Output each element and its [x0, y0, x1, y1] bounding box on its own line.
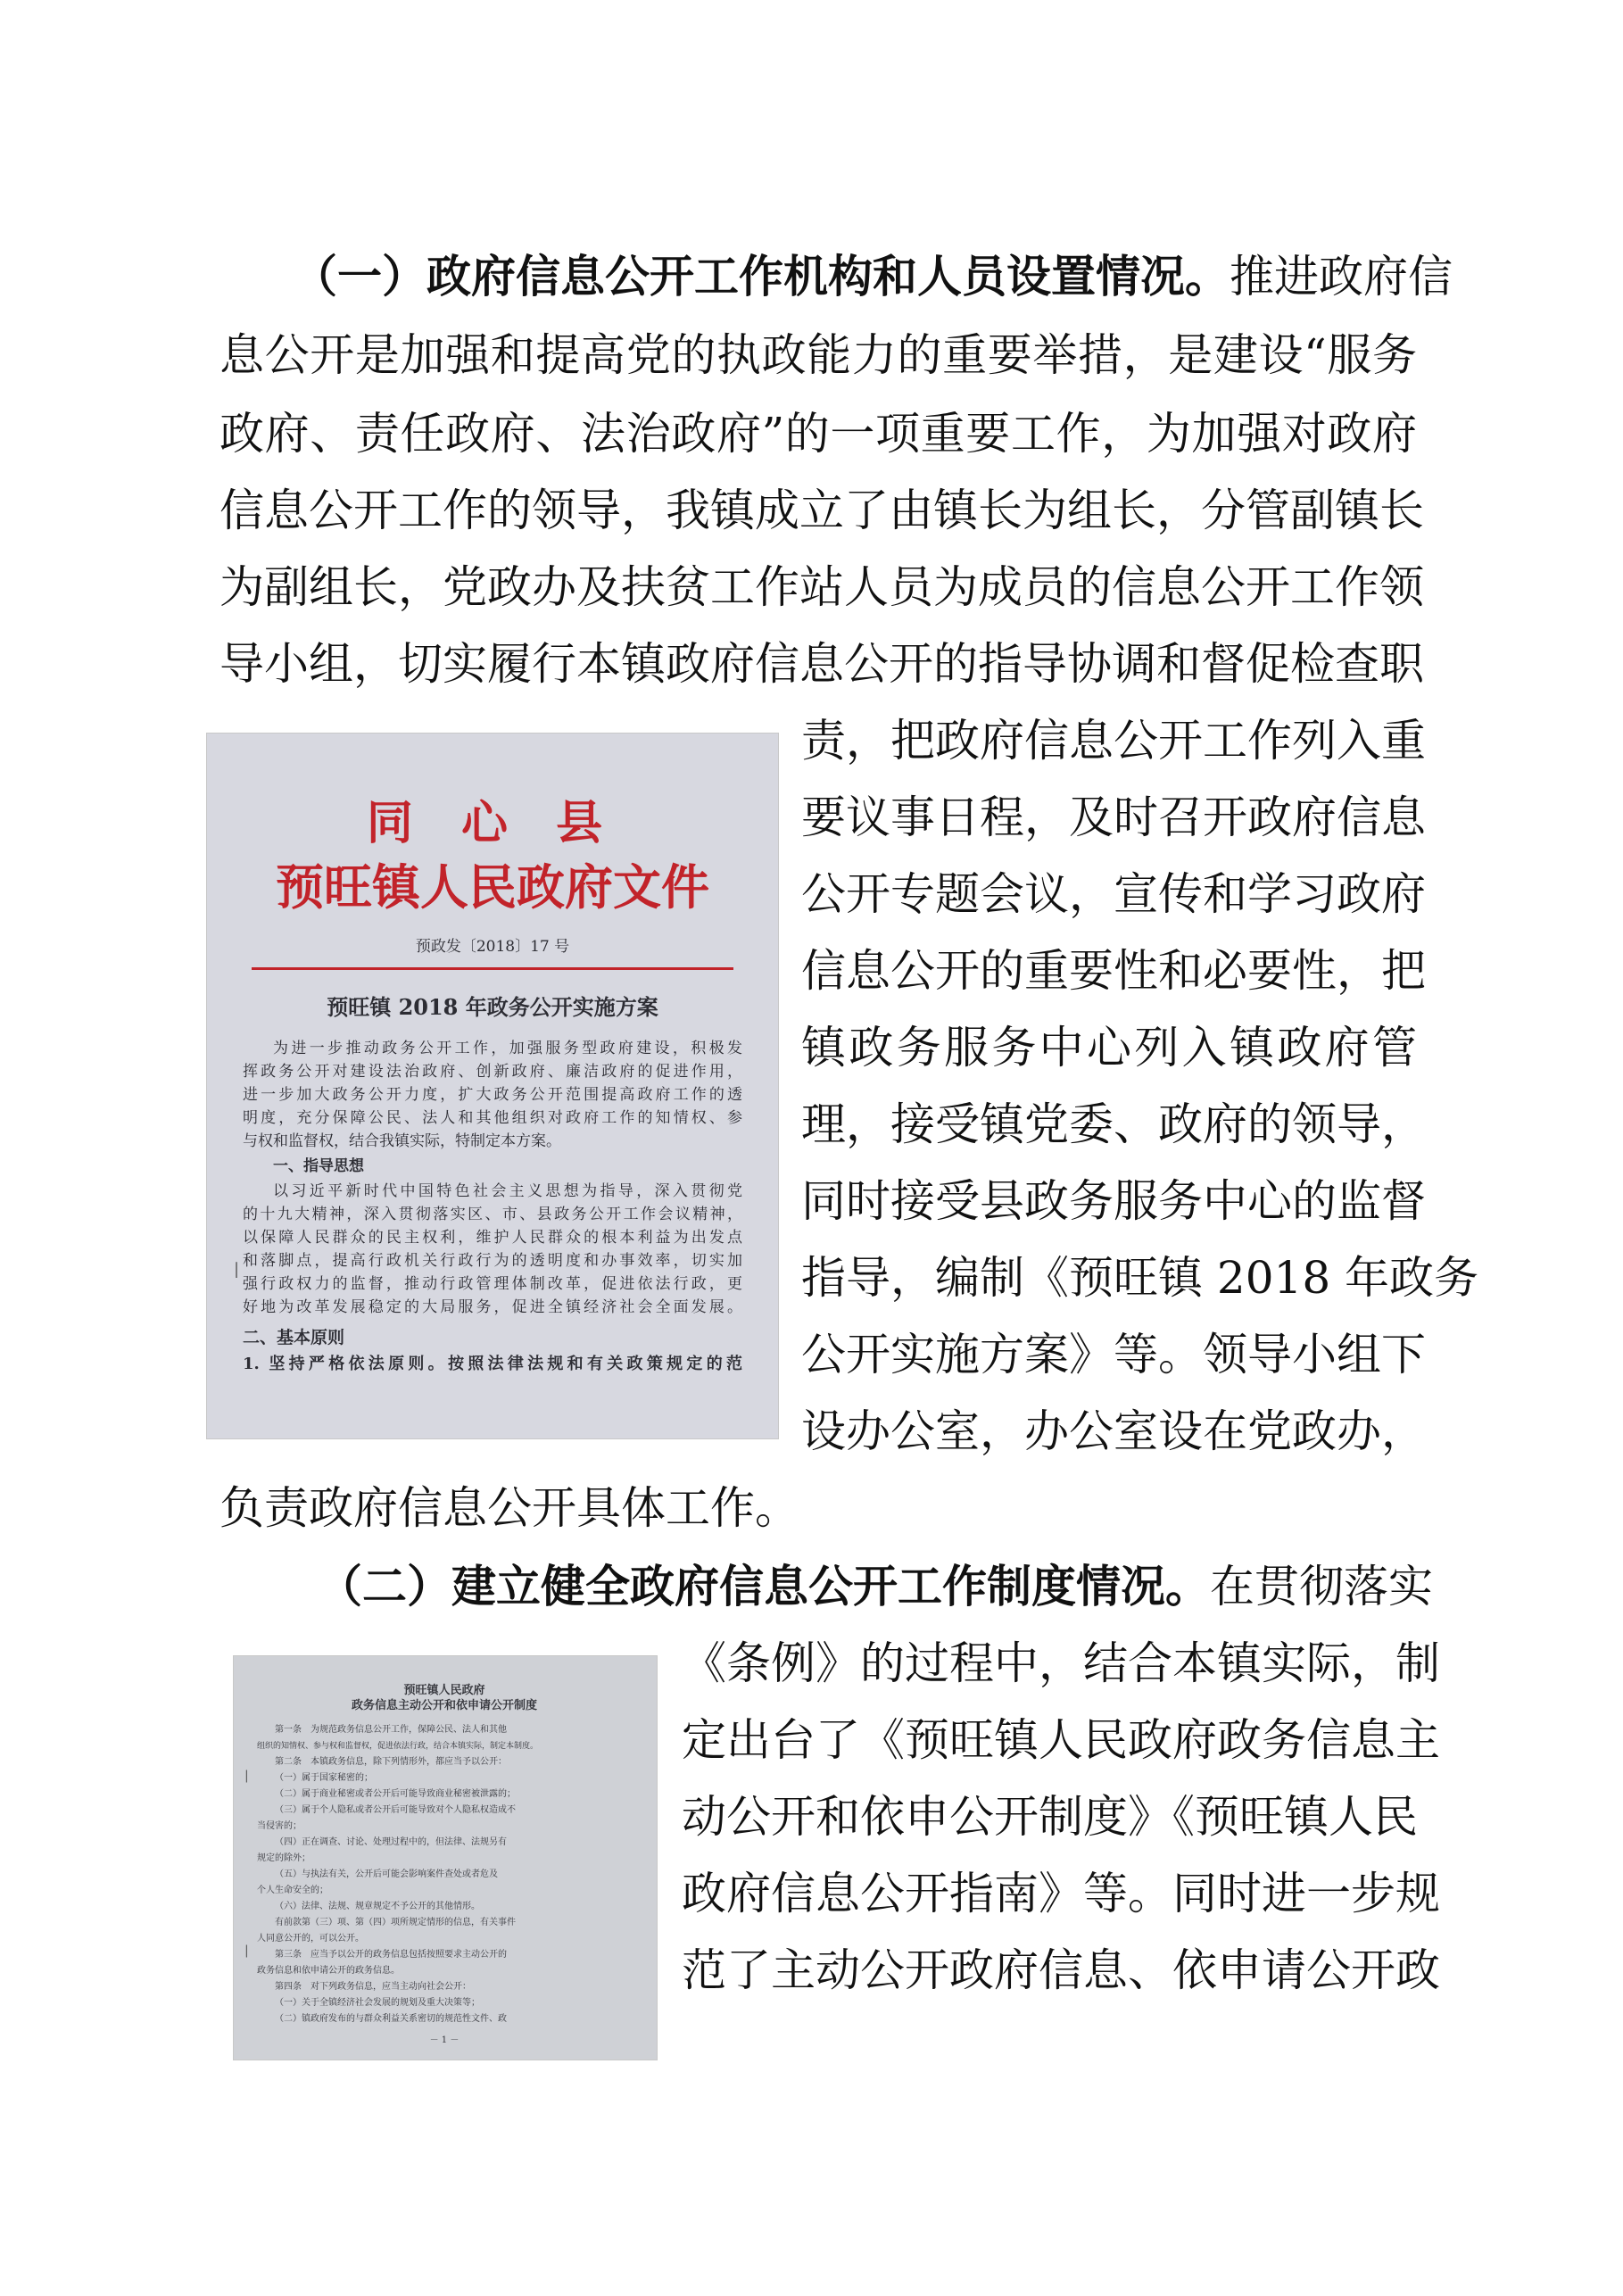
- photo2-body-line: （六）法律、法规、规章规定不予公开的其他情形。: [275, 1902, 480, 1911]
- paragraph2-line: 范了主动公开政府信息、依申请公开政: [682, 1944, 1440, 1996]
- paragraph2-line: 在贯彻落实: [1210, 1561, 1433, 1612]
- photo1-body-line: 以习近平新时代中国特色社会主义思想为指导，深入贯彻党: [273, 1182, 742, 1200]
- photo2-body-line: 政务信息和依申请公开的政务信息。: [257, 1966, 400, 1976]
- photo1-body-line: 进一步加大政务公开力度，扩大政务公开范围提高政府工作的透: [243, 1086, 742, 1104]
- paragraph2-line: 动公开和依申公开制度》《预旺镇人民: [682, 1791, 1418, 1843]
- paragraph2-line: 《条例》的过程中，结合本镇实际，制: [682, 1637, 1440, 1689]
- photo1-body-line: 与权和监督权，结合我镇实际，特制定本方案。: [243, 1132, 561, 1150]
- photo2-body-line: （五）与执法有关，公开后可能会影响案件查处或者危及: [275, 1869, 498, 1879]
- paragraph2-line-1: [318, 1554, 1433, 1619]
- document-photo-regulation: [234, 1656, 657, 2060]
- photo2-body-line: 有前款第（三）项、第（四）项所规定情形的信息，有关事件: [275, 1918, 516, 1927]
- photo2-body-line: （二）属于商业秘密或者公开后可能导致商业秘密被泄露的；: [275, 1789, 516, 1799]
- photo1-doc-title: 预旺镇 2018 年政务公开实施方案: [327, 994, 658, 1020]
- photo1-body-line: 和落脚点，提高行政机关行政行为的透明度和办事效率，切实加: [243, 1252, 742, 1270]
- photo2-body-line: 人同意公开的，可以公开。: [257, 1934, 364, 1944]
- paragraph1-line: 镇政务服务中心列入镇政府管: [801, 1022, 1417, 1073]
- paragraph1-line: 责，把政府信息公开工作列入重: [801, 715, 1426, 767]
- paragraph1-line: 设办公室，办公室设在党政办，: [801, 1405, 1426, 1457]
- photo2-body-line: 第一条 为规范政务信息公开工作，保障公民、法人和其他: [275, 1725, 507, 1735]
- photo1-body-line: 好地为改革发展稳定的大局服务，促进全镇经济社会全面发展。: [243, 1298, 742, 1316]
- photo2-body-line: （一）属于国家秘密的；: [275, 1773, 373, 1783]
- photo1-body-line: 强行政权力的监督，推动行政管理体制改革，促进依法行政，更: [243, 1275, 742, 1293]
- photo2-body-line: （二）镇政府发布的与群众利益关系密切的规范性文件、政: [275, 2014, 507, 2024]
- photo2-edge-mark: |: [244, 1769, 249, 1783]
- paragraph1-heading: （一）政府信息公开工作机构和人员设置情况。: [293, 250, 1230, 303]
- document-photo-red-header: [207, 734, 778, 1438]
- paragraph1-line: 息公开是加强和提高党的执政能力的重要举措，是建设“服务: [219, 329, 1417, 381]
- photo2-body-line: （三）属于个人隐私或者公开后可能导致对个人隐私权造成不: [275, 1805, 516, 1815]
- photo2-body-line: 第三条 应当予以公开的政务信息包括按照要求主动公开的: [275, 1950, 507, 1960]
- photo2-body-line: （一）关于全镇经济社会发展的规划及重大决策等；: [275, 1998, 480, 2008]
- photo1-content: [243, 760, 742, 1421]
- photo2-body-line: 第二条 本镇政务信息，除下列情形外，都应当予以公开：: [275, 1757, 507, 1767]
- paragraph1-line: 公开专题会议，宣传和学习政府: [801, 868, 1426, 920]
- paragraph1-line: 负责政府信息公开具体工作。: [219, 1482, 799, 1534]
- photo1-red-rule: [252, 967, 733, 970]
- photo1-body-line: 的十九大精神，深入贯彻落实区、市、县政务公开工作会议精神，: [243, 1206, 742, 1223]
- photo2-body-line: 当侵害的；: [257, 1821, 302, 1831]
- photo1-body-line: 挥政务公开对建设法治政府、创新政府、廉洁政府的促进作用，: [243, 1063, 742, 1081]
- paragraph1-line: 信息公开的重要性和必要性，把: [801, 945, 1426, 997]
- photo2-edge-mark: |: [244, 1944, 249, 1958]
- paragraph1-line: 要议事日程，及时召开政府信息: [801, 792, 1426, 843]
- paragraph2-line: 定出台了《预旺镇人民政府政务信息主: [682, 1714, 1440, 1766]
- photo1-edge-mark: |: [234, 1260, 240, 1279]
- photo1-section-heading: 一、指导思想: [273, 1157, 364, 1175]
- paragraph1-line: 指导，编制《预旺镇 2018 年政务: [801, 1252, 1479, 1304]
- paragraph1-line: 信息公开工作的领导，我镇成立了由镇长为组长，分管副镇长: [219, 485, 1424, 536]
- photo1-section-heading: 二、基本原则: [243, 1328, 345, 1347]
- photo1-header-line1: 同 心 县: [366, 796, 619, 850]
- photo2-title2: 政务信息主动公开和依申请公开制度: [351, 1699, 537, 1712]
- paragraph1-line: 政府、责任政府、法治政府”的一项重要工作，为加强对政府: [219, 408, 1417, 460]
- photo2-title1: 预旺镇人民政府: [403, 1684, 485, 1697]
- paragraph2-line: 政府信息公开指南》等。同时进一步规: [682, 1868, 1440, 1919]
- photo2-body-line: （四）正在调查、讨论、处理过程中的，但法律、法规另有: [275, 1837, 507, 1847]
- photo1-doc-number: 预政发〔2018〕17 号: [415, 938, 570, 956]
- paragraph1-line: 同时接受县政务服务中心的监督: [801, 1175, 1426, 1227]
- photo1-body-line: 为进一步推动政务公开工作，加强服务型政府建设，积极发: [273, 1040, 742, 1057]
- photo2-content: [257, 1685, 632, 2051]
- photo1-header-line2: 预旺镇人民政府文件: [276, 858, 709, 916]
- photo1-body-line: 1. 坚持严格依法原则。按照法律法规和有关政策规定的范: [243, 1355, 742, 1373]
- photo2-body-line: 规定的除外；: [257, 1853, 311, 1863]
- photo2-body-line: 个人生命安全的；: [257, 1886, 328, 1895]
- paragraph1-line: 公开实施方案》等。领导小组下: [801, 1329, 1426, 1380]
- paragraph1-line-1: [293, 245, 1453, 309]
- photo2-body-line: 组织的知情权、参与权和监督权，促进依法行政，结合本镇实际，制定本制度。: [257, 1742, 539, 1751]
- paragraph1-line: 导小组，切实履行本镇政府信息公开的指导协调和督促检查职: [219, 638, 1424, 690]
- photo2-body-line: 第四条 对下列政务信息，应当主动向社会公开：: [275, 1982, 471, 1992]
- paragraph1-line: 理，接受镇党委、政府的领导，: [801, 1098, 1426, 1150]
- paragraph1-line: 为副组长，党政办及扶贫工作站人员为成员的信息公开工作领: [219, 561, 1424, 613]
- paragraph2-heading: （二）建立健全政府信息公开工作制度情况。: [318, 1560, 1210, 1612]
- paragraph1-line: 推进政府信: [1230, 251, 1453, 303]
- photo1-body-line: 明度，充分保障公民、法人和其他组织对政府工作的知情权、参: [243, 1109, 742, 1127]
- photo2-page-number: － 1 －: [429, 2035, 460, 2045]
- photo1-body-line: 以保障人民群众的民主权利，维护人民群众的根本利益为出发点: [243, 1229, 742, 1247]
